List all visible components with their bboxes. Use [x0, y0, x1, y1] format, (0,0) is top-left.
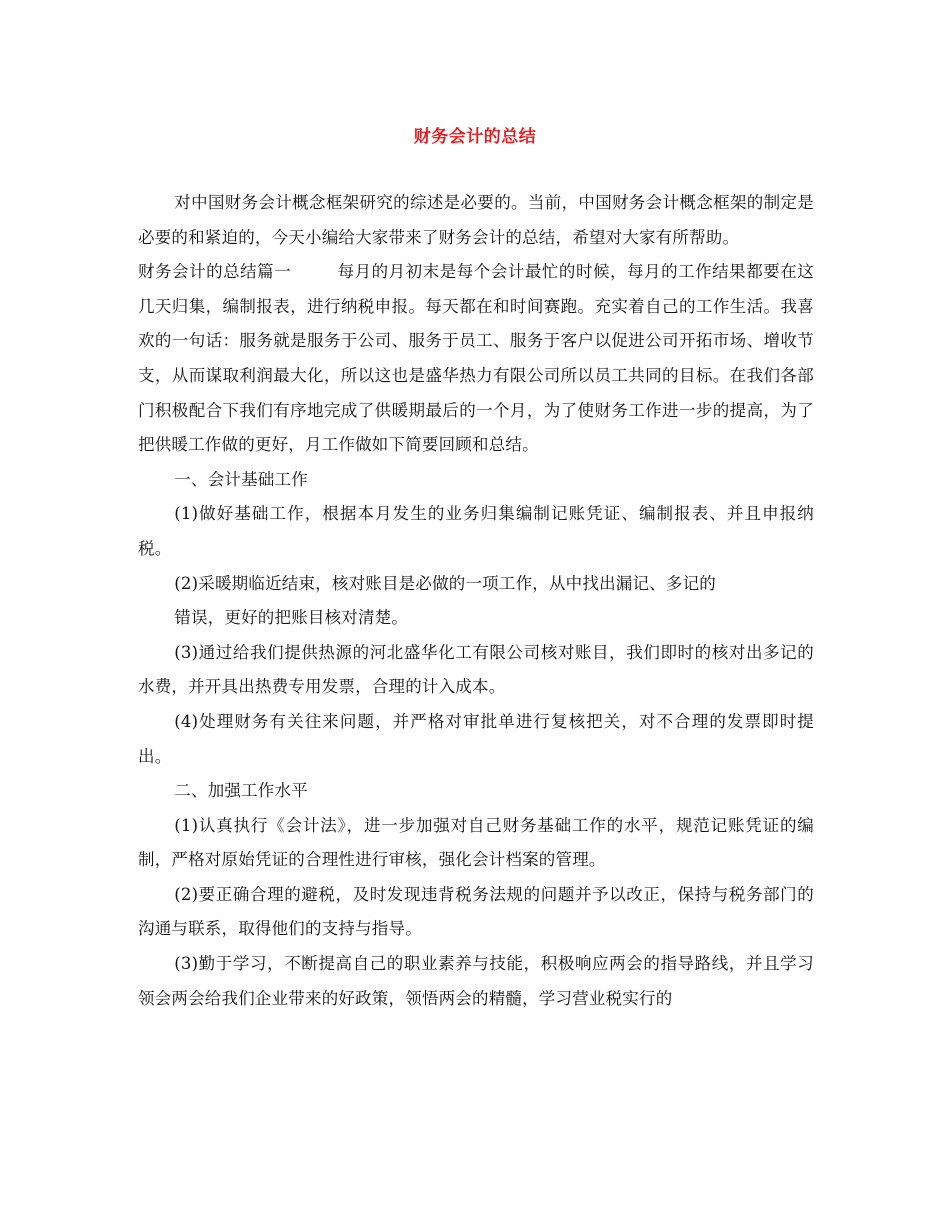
section1-item-3: (3)通过给我们提供热源的河北盛华化工有限公司核对账目，我们即时的核对出多记的水费，并开具出热费专用发票，合理的计入成本。: [138, 642, 814, 697]
document-title: 财务会计的总结: [413, 127, 537, 147]
section-heading-2: 二、加强工作水平: [174, 781, 308, 801]
document-body: [138, 186, 814, 1016]
section1-item-2: [138, 567, 814, 602]
section2-item-3: (3)勤于学习，不断提高自己的职业素养与技能，积极响应两会的指导路线，并且学习领会两会给我们企业带来的好政策，领悟两会的精髓，学习营业税实行的: [138, 954, 814, 1008]
section2-item-1: (1)认真执行《会计法》，进一步加强对自己财务基础工作的水平，规范记账凭证的编制，严格对原始凭证的合理性进行审核，强化会计档案的管理。: [138, 815, 814, 870]
section1-item-2-line-1: (2)采暖期临近结束，核对账目是必做的一项工作，从中找出漏记、多记的: [174, 573, 716, 593]
chapter-text: 每月的月初末是每个会计最忙的时候，每月的工作结果都要在这几天归集，编制报表，进行纳税申报。每天都在和时间赛跑。充实着自己的工作生活。我喜欢的一句话：服务就是服务于公司、服务于员工、服务于客户以促进公司开拓市场、增收节支，从而谋取利润最大化，所以这也是盛华热力有限公司所以员工共同的目标。在我们各部门积极配合下我们有序地完成了供暖期最后的一个月，为了使财务工作进一步的提高，为了把供暖工作做的更好，月工作做如下简要回顾和总结。: [138, 262, 814, 455]
section1-item-1: (1)做好基础工作，根据本月发生的业务归集编制记账凭证、编制报表、并且申报纳税。: [138, 504, 814, 558]
section1-item-2-continued: 错误，更好的把账目核对清楚。: [174, 608, 409, 628]
section2-item-2: (2)要正确合理的避税，及时发现违背税务法规的问题并予以改正，保持与税务部门的沟通与联系，取得他们的支持与指导。: [138, 884, 814, 939]
chapter-label: 财务会计的总结篇一: [138, 262, 292, 282]
section-heading-1: 一、会计基础工作: [174, 469, 308, 489]
intro-paragraph: 对中国财务会计概念框架研究的综述是必要的。当前，中国财务会计概念框架的制定是必要的和紧迫的，今天小编给大家带来了财务会计的总结，希望对大家有所帮助。: [138, 193, 814, 247]
section1-item-4: (4)处理财务有关往来问题，并严格对审批单进行复核把关，对不合理的发票即时提出。: [138, 711, 814, 766]
chapter-paragraph: [138, 255, 814, 463]
